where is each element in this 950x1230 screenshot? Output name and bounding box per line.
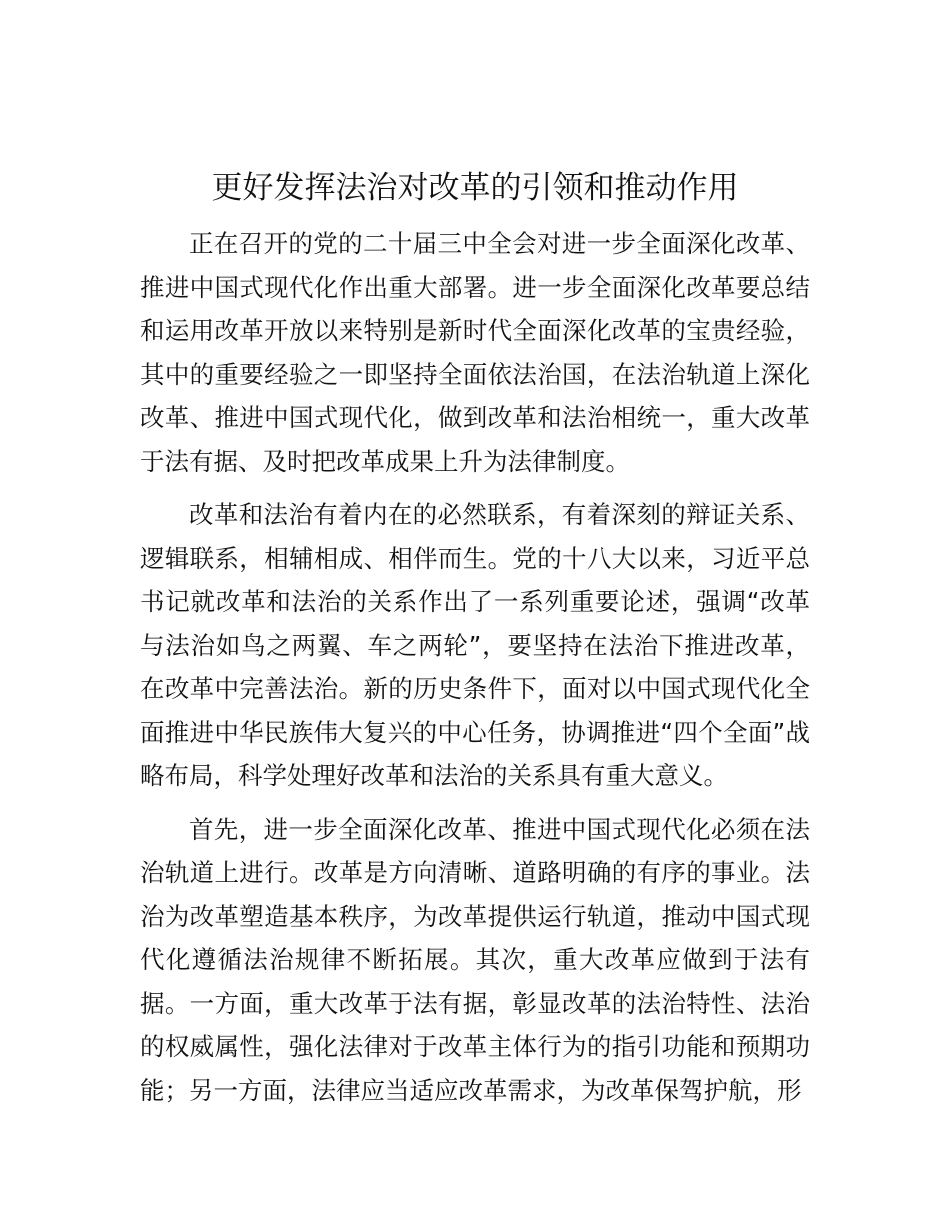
paragraph-1: 正在召开的党的二十届三中全会对进一步全面深化改革、推进中国式现代化作出重大部署。进一步全面深化改革要总结和运用改革开放以来特别是新时代全面深化改革的宝贵经验，其中的重要经验之一即坚持全面依法治国，在法治轨道上深化改革、推进中国式现代化，做到改革和法治相统一，重大改革于法有据、及时把改革成果上升为法律制度。 [140,229,810,476]
document-title: 更好发挥法治对改革的引领和推动作用 [211,170,739,206]
paragraph-2: 改革和法治有着内在的必然联系，有着深刻的辩证关系、逻辑联系，相辅相成、相伴而生。党的十八大以来，习近平总书记就改革和法治的关系作出了一系列重要论述，强调“改革与法治如鸟之两翼、车之两轮”，要坚持在法治下推进改革，在改革中完善法治。新的历史条件下，面对以中国式现代化全面推进中华民族伟大复兴的中心任务，协调推进“四个全面”战略布局，科学处理好改革和法治的关系具有重大意义。 [140,500,810,790]
document-body [140,222,810,1122]
paragraph-3: 首先，进一步全面深化改革、推进中国式现代化必须在法治轨道上进行。改革是方向清晰、道路明确的有序的事业。法治为改革塑造基本秩序，为改革提供运行轨道，推动中国式现代化遵循法治规律不断拓展。其次，重大改革应做到于法有据。一方面，重大改革于法有据，彰显改革的法治特性、法治的权威属性，强化法律对于改革主体行为的指引功能和预期功能；另一方面，法律应当适应改革需求，为改革保驾护航，形 [140,814,810,1105]
